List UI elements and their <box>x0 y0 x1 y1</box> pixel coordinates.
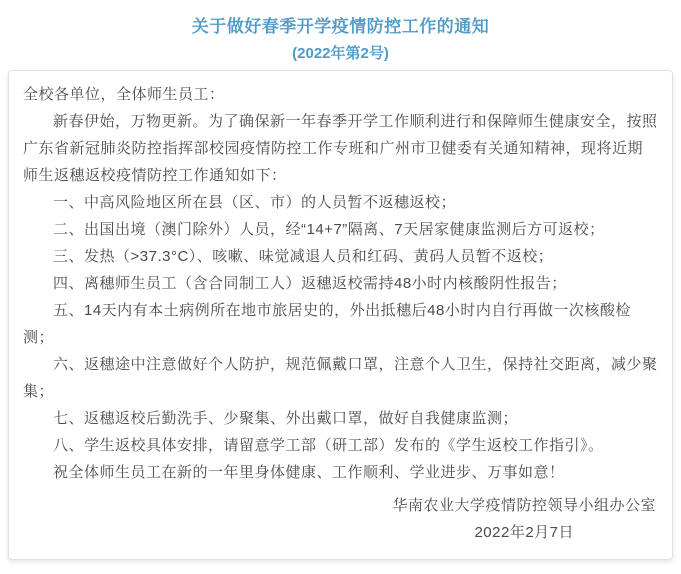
notice-body-card <box>8 70 673 560</box>
notice-item-8: 八、学生返校具体安排，请留意学工部（研工部）发布的《学生返校工作指引》。 <box>53 437 604 454</box>
notice-closing-wish: 祝全体师生员工在新的一年里身体健康、工作顺利、学业进步、万事如意！ <box>53 464 565 481</box>
notice-salutation: 全校各单位，全体师生员工： <box>23 86 225 103</box>
notice-item-1: 一、中高风险地区所在县（区、市）的人员暂不返穗返校； <box>53 194 457 211</box>
notice-item-6: 六、返穗途中注意做好个人防护，规范佩戴口罩，注意个人卫生，保持社交距离，减少聚集； <box>23 356 658 400</box>
notice-title: 关于做好春季开学疫情防控工作的通知 <box>191 17 490 36</box>
notice-intro-paragraph: 新春伊始，万物更新。为了确保新一年春季开学工作顺利进行和保障师生健康安全，按照广东省新冠肺炎防控指挥部校园疫情防控工作专班和广州市卫健委有关通知精神，现将近期师生返穗返校疫情防控工作通知如下： <box>23 113 658 184</box>
notice-issue-number: (2022年第2号) <box>292 45 389 62</box>
signature-inner <box>392 492 656 546</box>
notice-header <box>0 0 681 64</box>
notice-item-7: 七、返穗返校后勤洗手、少聚集、外出戴口罩，做好自我健康监测； <box>53 410 519 427</box>
notice-item-3: 三、发热（>37.3°C）、咳嗽、味觉减退人员和红码、黄码人员暂不返校； <box>53 248 554 265</box>
signature-office: 华南农业大学疫情防控领导小组办公室 <box>392 497 656 514</box>
signature-date: 2022年2月7日 <box>474 524 575 541</box>
notice-item-2: 二、出国出境（澳门除外）人员，经“14+7”隔离、7天居家健康监测后方可返校； <box>53 221 605 238</box>
notice-item-4: 四、离穗师生员工（含合同制工人）返穗返校需持48小时内核酸阴性报告； <box>53 275 567 292</box>
notice-item-5: 五、14天内有本土病例所在地市旅居史的，外出抵穗后48小时内自行再做一次核酸检测； <box>23 302 631 346</box>
signature-block <box>23 492 658 546</box>
